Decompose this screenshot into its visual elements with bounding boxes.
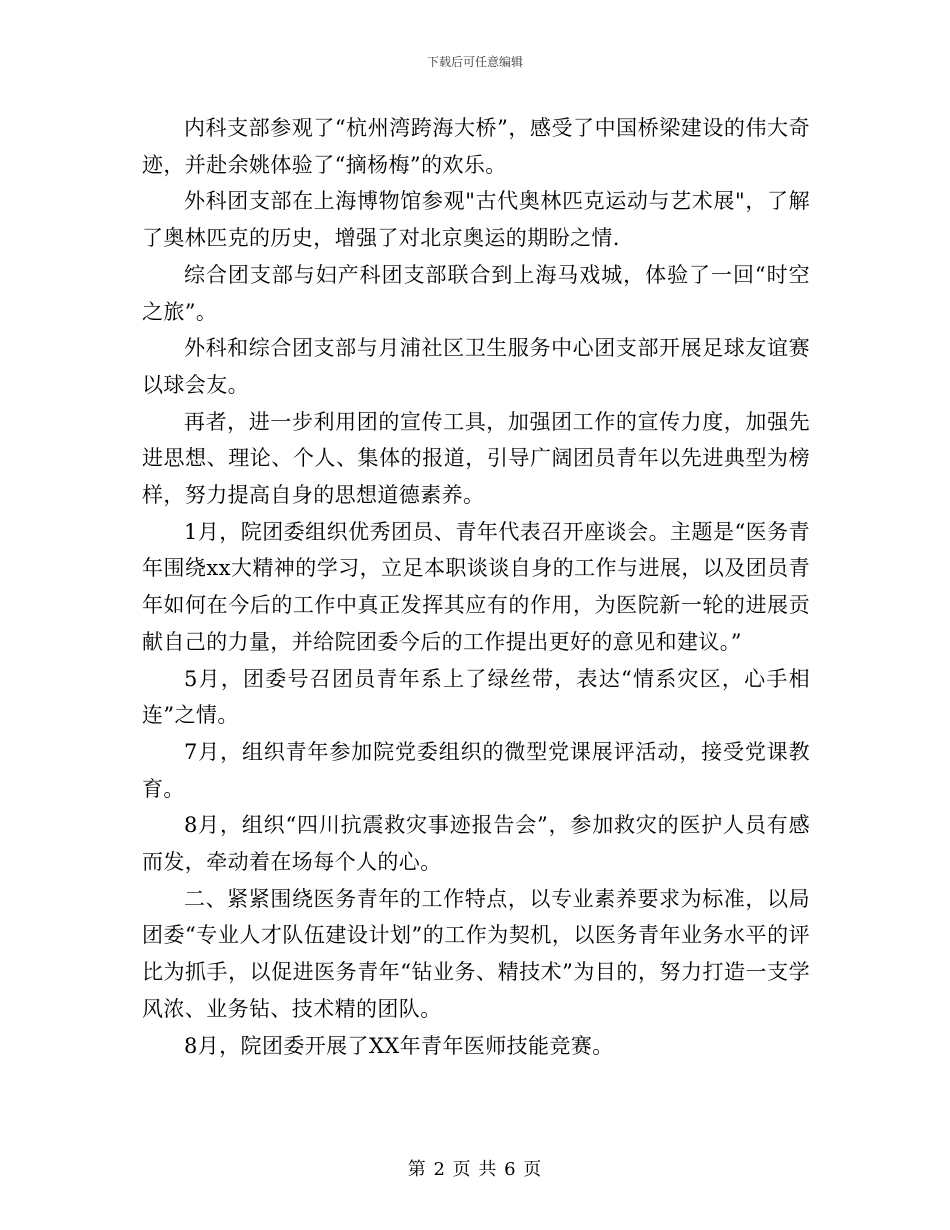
paragraph: 7月，组织青年参加院党委组织的微型党课展评活动，接受党课教育。: [142, 739, 810, 801]
paragraph: 8月，组织“四川抗震救灾事迹报告会”，参加救灾的医护人员有感而发，牵动着在场每个人的心。: [142, 813, 810, 875]
paragraph: 再者，进一步利用团的宣传工具，加强团工作的宣传力度，加强先进思想、理论、个人、集体的报道，引导广阔团员青年以先进典型为榜样，努力提高自身的思想道德素养。: [142, 409, 810, 508]
paragraph: 外科团支部在上海博物馆参观"古代奥林匹克运动与艺术展"，了解了奥林匹克的历史，增强了对北京奥运的期盼之情.: [142, 189, 810, 251]
paragraph: 5月，团委号召团员青年系上了绿丝带，表达“情系灾区，心手相连”之情。: [142, 666, 810, 728]
paragraph: 外科和综合团支部与月浦社区卫生服务中心团支部开展足球友谊赛以球会友。: [142, 336, 810, 397]
paragraph: 二、紧紧围绕医务青年的工作特点，以专业素养要求为标准，以局团委“专业人才队伍建设计划”的工作为契机，以医务青年业务水平的评比为抓手，以促进医务青年“钻业务、精技术”为目的，努力打造一支学风浓、业务钻、技术精的团队。: [142, 886, 810, 1021]
paragraph: 内科支部参观了“杭州湾跨海大桥”，感受了中国桥梁建设的伟大奇迹，并赴余姚体验了“摘杨梅”的欢乐。: [142, 116, 810, 177]
document-body: [142, 110, 810, 1064]
paragraph: 8月，院团委开展了XX年青年医师技能竞赛。: [184, 1033, 614, 1058]
page-number-footer: 第 2 页 共 6 页: [407, 1159, 543, 1180]
paragraph: 综合团支部与妇产科团支部联合到上海马戏城，体验了一回“时空之旅”。: [142, 262, 810, 324]
page-header-note: 下载后可任意编辑: [426, 55, 523, 69]
paragraph: 1月，院团委组织优秀团员、青年代表召开座谈会。主题是“医务青年围绕xx大精神的学习，立足本职谈谈自身的工作与进展，以及团员青年如何在今后的工作中真正发挥其应有的作用，为医院新一轮的进展贡献自己的力量，并给院团委今后的工作提出更好的意见和建议。”: [142, 519, 810, 654]
